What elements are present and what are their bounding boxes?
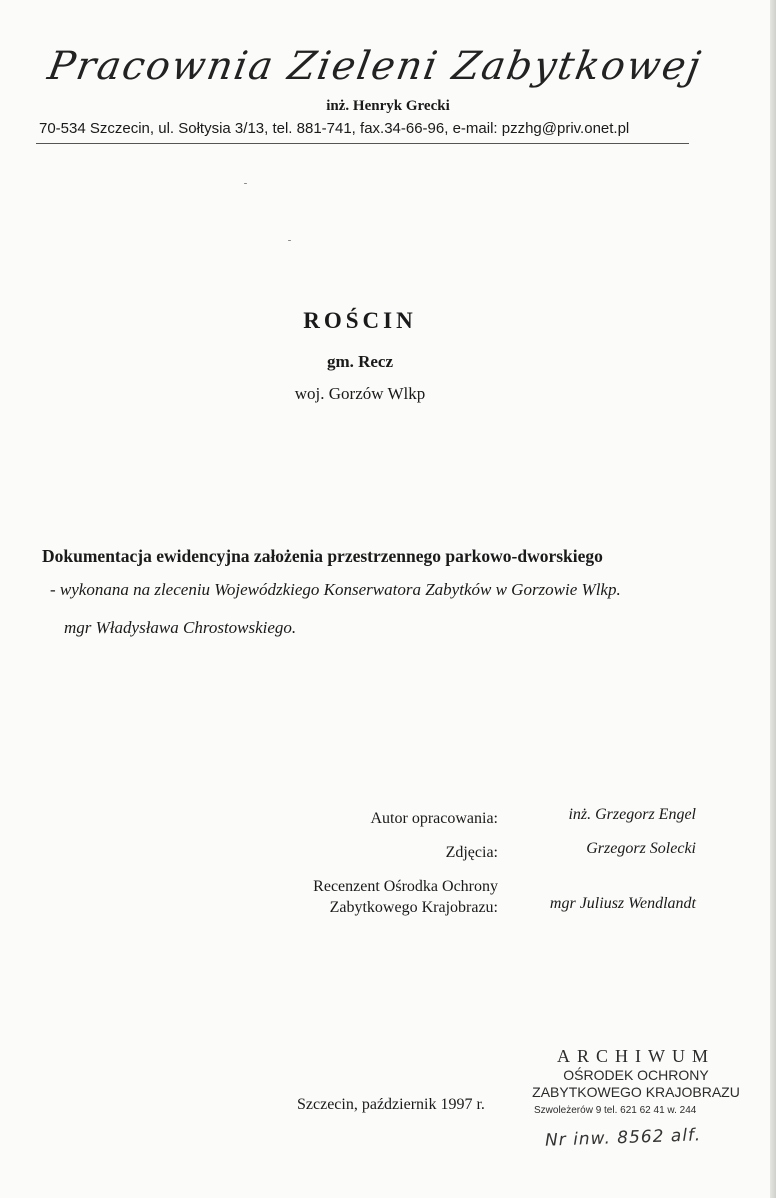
document-heading: Dokumentacja ewidencyjna założenia przestrzennego parkowo-dworskiego: [42, 546, 603, 566]
stamp-institution-line2: ZABYTKOWEGO KRAJOBRAZU: [532, 1084, 740, 1100]
place-title: ROŚCIN: [303, 308, 417, 333]
commission-line: - wykonana na zleceniu Wojewódzkiego Konserwatora Zabytków w Gorzowie Wlkp.: [50, 580, 621, 599]
reviewer-name: mgr Juliusz Wendlandt: [549, 895, 696, 912]
reviewer-label: [198, 876, 498, 918]
archive-stamp: [528, 1046, 744, 1116]
photos-label: Zdjęcia:: [445, 844, 498, 861]
reviewer-label-line2: Zabytkowego Krajobrazu:: [329, 899, 498, 916]
stamp-address: Szwoleżerów 9 tel. 621 62 41 w. 244: [534, 1105, 697, 1116]
author-label: Autor opracowania:: [370, 810, 498, 827]
stamp-institution-line1: OŚRODEK OCHRONY: [563, 1067, 709, 1083]
author-name: inż. Grzegorz Engel: [568, 806, 696, 823]
reviewer-label-line1: Recenzent Ośrodka Ochrony: [313, 878, 498, 895]
place-and-date: Szczecin, październik 1997 r.: [297, 1096, 485, 1113]
municipality: gm. Recz: [326, 352, 394, 371]
letterhead-company-name: Pracownia Zieleni Zabytkowej: [44, 44, 706, 89]
scan-speck: [244, 183, 247, 184]
letterhead-owner: inż. Henryk Grecki: [326, 98, 450, 114]
handwritten-inventory-note: Nr inw. 8562 alf.: [544, 1125, 702, 1151]
conservator-line: mgr Władysława Chrostowskiego.: [64, 618, 297, 637]
voivodeship: woj. Gorzów Wlkp: [294, 384, 426, 403]
page-edge: [770, 0, 776, 1198]
letterhead-contact: 70-534 Szczecin, ul. Sołtysia 3/13, tel. 881-741, fax.34-66-96, e-mail: pzzhg@priv.onet.pl: [39, 120, 630, 137]
photographer-name: Grzegorz Solecki: [586, 840, 696, 857]
scan-speck: [288, 240, 291, 241]
stamp-archive-line: ARCHIWUM: [557, 1046, 715, 1066]
letterhead-divider: [36, 143, 689, 144]
